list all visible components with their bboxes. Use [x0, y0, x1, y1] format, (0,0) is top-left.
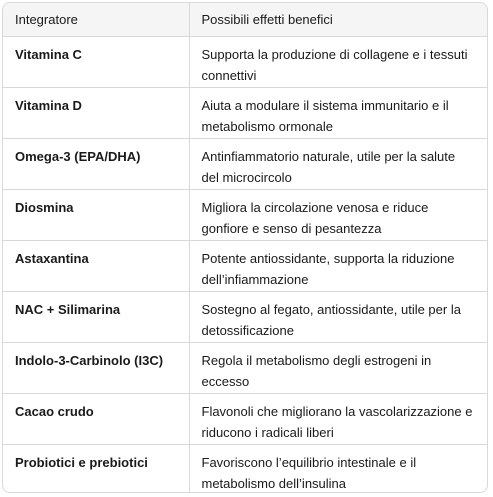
header-supplement: Integratore: [3, 3, 189, 36]
supplement-name: Diosmina: [3, 189, 189, 240]
table-row: [3, 291, 487, 342]
supplement-name: Cacao crudo: [3, 393, 189, 444]
supplement-name: Vitamina D: [3, 87, 189, 138]
table-header: [3, 3, 487, 36]
supplement-benefit: Migliora la circolazione venosa e riduce gonfiore e senso di pesantezza: [189, 189, 487, 240]
supplement-benefit: Regola il metabolismo degli estrogeni in eccesso: [189, 342, 487, 393]
supplement-name: Indolo-3-Carbinolo (I3C): [3, 342, 189, 393]
supplements-table-grid: [3, 3, 487, 493]
header-benefits: Possibili effetti benefici: [189, 3, 487, 36]
header-row: [3, 3, 487, 36]
supplement-name: Vitamina C: [3, 36, 189, 87]
supplements-table: [2, 2, 488, 493]
supplement-benefit: Favoriscono l’equilibrio intestinale e il metabolismo dell’insulina: [201, 454, 417, 491]
supplement-benefit: Supporta la produzione di collagene e i tessuti connettivi: [189, 36, 487, 87]
supplement-name: Astaxantina: [3, 240, 189, 291]
table-row: [3, 36, 487, 87]
table-row: [3, 393, 487, 444]
supplement-benefit: Flavonoli che migliorano la vascolarizzazione e riducono i radicali liberi: [189, 393, 487, 444]
supplement-benefit: Antinfiammatorio naturale, utile per la salute del microcircolo: [189, 138, 487, 189]
table-row: [3, 138, 487, 189]
table-row: [3, 189, 487, 240]
supplement-name: Probiotici e prebiotici: [3, 444, 189, 493]
table-row: [3, 87, 487, 138]
supplement-benefit: Aiuta a modulare il sistema immunitario e il metabolismo ormonale: [189, 87, 487, 138]
supplement-benefit: Sostegno al fegato, antiossidante, utile per la detossificazione: [189, 291, 487, 342]
table-body: [3, 36, 487, 493]
supplement-name: NAC + Silimarina: [3, 291, 189, 342]
supplement-benefit: Potente antiossidante, supporta la riduzione dell’infiammazione: [189, 240, 487, 291]
table-row: [3, 240, 487, 291]
table-row: [3, 444, 487, 493]
table-row: [3, 342, 487, 393]
supplement-name: Omega-3 (EPA/DHA): [3, 138, 189, 189]
